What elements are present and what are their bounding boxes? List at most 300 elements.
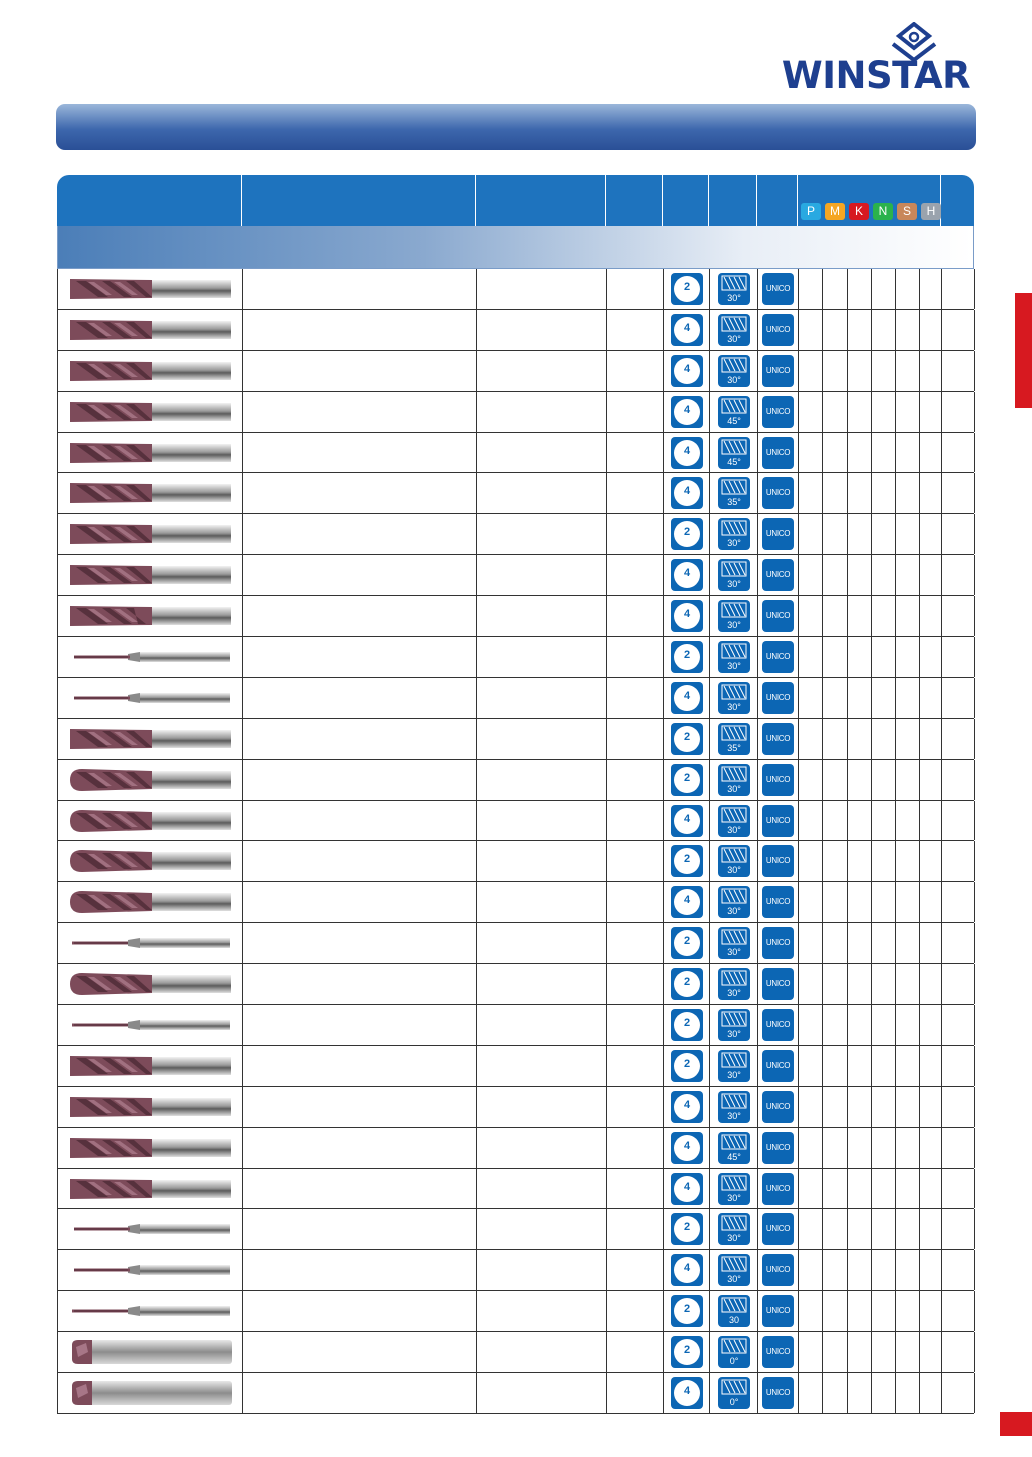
coating-icon <box>762 641 794 673</box>
cell-name <box>243 596 477 636</box>
cell-hx <box>710 1128 758 1168</box>
cell-s <box>896 678 920 718</box>
cell-s <box>896 841 920 881</box>
cell-code <box>477 596 607 636</box>
winstar-logo <box>775 22 977 96</box>
cell-d <box>607 1046 664 1086</box>
flute-count-icon <box>671 723 703 755</box>
cell-s <box>896 637 920 677</box>
coating-label: UNICO <box>765 324 791 334</box>
coating-icon <box>762 682 794 714</box>
cell-h <box>920 1291 942 1331</box>
coating-icon <box>762 764 794 796</box>
helix-angle-icon <box>718 723 750 755</box>
cell-code <box>477 637 607 677</box>
helix-angle-label: 30° <box>727 1274 741 1285</box>
helix-angle-label: 45° <box>727 415 741 426</box>
cell-p <box>799 923 823 963</box>
table-row <box>58 310 974 351</box>
cell-k <box>848 1169 872 1209</box>
cell-s <box>896 351 920 391</box>
coating-label: UNICO <box>765 1060 791 1070</box>
coating-icon <box>762 518 794 550</box>
cell-d <box>607 841 664 881</box>
cell-x <box>942 637 975 677</box>
cell-img <box>58 801 243 841</box>
cell-img <box>58 1046 243 1086</box>
helix-angle-icon <box>718 845 750 877</box>
coating-icon <box>762 437 794 469</box>
cell-k <box>848 760 872 800</box>
cell-ct <box>758 1128 799 1168</box>
table-row <box>58 1209 974 1250</box>
table-row <box>58 760 974 801</box>
cell-n <box>872 473 896 513</box>
table-row <box>58 555 974 596</box>
helix-angle-icon <box>718 518 750 550</box>
flute-count-icon <box>671 1091 703 1123</box>
cell-img <box>58 473 243 513</box>
cell-fl <box>664 433 710 473</box>
cell-d <box>607 760 664 800</box>
end-mill-image <box>68 1339 233 1365</box>
cell-n <box>872 1169 896 1209</box>
end-mill-image <box>68 358 233 384</box>
cell-ct <box>758 1291 799 1331</box>
cell-p <box>799 719 823 759</box>
flute-count-icon <box>671 600 703 632</box>
helix-angle-icon <box>718 764 750 796</box>
cell-m <box>823 269 848 309</box>
flute-count-icon <box>671 396 703 428</box>
cell-d <box>607 678 664 718</box>
cell-fl <box>664 514 710 554</box>
cell-code <box>477 351 607 391</box>
cell-img <box>58 1332 243 1372</box>
cell-ct <box>758 678 799 718</box>
cell-img <box>58 760 243 800</box>
table-row <box>58 923 974 964</box>
cell-m <box>823 1128 848 1168</box>
cell-code <box>477 514 607 554</box>
cell-n <box>872 1373 896 1413</box>
cell-fl <box>664 801 710 841</box>
cell-img <box>58 433 243 473</box>
cell-m <box>823 841 848 881</box>
end-mill-image <box>68 521 233 547</box>
flute-count-label: 2 <box>683 649 691 662</box>
cell-h <box>920 678 942 718</box>
cell-m <box>823 433 848 473</box>
cell-name <box>243 882 477 922</box>
end-mill-image <box>68 480 233 506</box>
cell-p <box>799 841 823 881</box>
cell-ct <box>758 351 799 391</box>
cell-p <box>799 1373 823 1413</box>
end-mill-image <box>68 971 233 997</box>
cell-fl <box>664 596 710 636</box>
helix-angle-icon <box>718 1050 750 1082</box>
flute-count-icon <box>671 845 703 877</box>
cell-s <box>896 882 920 922</box>
cell-k <box>848 473 872 513</box>
cell-h <box>920 1169 942 1209</box>
coating-icon <box>762 1050 794 1082</box>
cell-img <box>58 310 243 350</box>
end-mill-image <box>68 644 233 670</box>
cell-code <box>477 882 607 922</box>
cell-n <box>872 760 896 800</box>
cell-d <box>607 1373 664 1413</box>
cell-s <box>896 1209 920 1249</box>
cell-x <box>942 1332 975 1372</box>
cell-n <box>872 923 896 963</box>
cell-m <box>823 1373 848 1413</box>
helix-angle-label: 30° <box>727 661 741 672</box>
coating-label: UNICO <box>765 1020 791 1030</box>
cell-m <box>823 1169 848 1209</box>
cell-ct <box>758 1332 799 1372</box>
cell-s <box>896 1332 920 1372</box>
cell-m <box>823 1005 848 1045</box>
cell-s <box>896 1005 920 1045</box>
cell-k <box>848 1128 872 1168</box>
cell-m <box>823 1332 848 1372</box>
cell-n <box>872 555 896 595</box>
cell-img <box>58 1087 243 1127</box>
table-header <box>57 175 974 226</box>
cell-s <box>896 760 920 800</box>
cell-m <box>823 1291 848 1331</box>
cell-ct <box>758 719 799 759</box>
flute-count-icon <box>671 518 703 550</box>
table-row <box>58 801 974 842</box>
helix-angle-label: 30° <box>727 988 741 999</box>
flute-count-icon <box>671 927 703 959</box>
cell-name <box>243 801 477 841</box>
cell-name <box>243 269 477 309</box>
helix-angle-icon <box>718 1009 750 1041</box>
cell-p <box>799 964 823 1004</box>
flute-count-label: 2 <box>683 935 691 948</box>
cell-s <box>896 555 920 595</box>
flute-count-icon <box>671 314 703 346</box>
helix-angle-icon <box>718 1091 750 1123</box>
cell-img <box>58 514 243 554</box>
table-subheader <box>57 226 974 269</box>
header-col-coating <box>757 175 798 226</box>
flute-count-label: 2 <box>683 1303 691 1316</box>
cell-x <box>942 1291 975 1331</box>
cell-x <box>942 1373 975 1413</box>
cell-code <box>477 801 607 841</box>
cell-m <box>823 678 848 718</box>
coating-label: UNICO <box>765 1142 791 1152</box>
table-row <box>58 514 974 555</box>
cell-h <box>920 1005 942 1045</box>
cell-fl <box>664 719 710 759</box>
helix-angle-label: 35° <box>727 497 741 508</box>
cell-d <box>607 1209 664 1249</box>
cell-k <box>848 1332 872 1372</box>
helix-angle-icon <box>718 437 750 469</box>
cell-h <box>920 719 942 759</box>
coating-label: UNICO <box>765 1183 791 1193</box>
cell-k <box>848 555 872 595</box>
material-badge-s: S <box>897 203 917 220</box>
cell-img <box>58 1209 243 1249</box>
flute-count-label: 2 <box>683 853 691 866</box>
cell-h <box>920 882 942 922</box>
flute-count-label: 2 <box>683 281 691 293</box>
flute-count-label: 4 <box>683 485 691 498</box>
cell-code <box>477 1169 607 1209</box>
cell-ct <box>758 841 799 881</box>
flute-count-icon <box>671 886 703 918</box>
table-row <box>58 1250 974 1291</box>
cell-fl <box>664 310 710 350</box>
cell-name <box>243 392 477 432</box>
helix-angle-label: 30° <box>727 1233 741 1244</box>
cell-fl <box>664 1046 710 1086</box>
coating-icon <box>762 1254 794 1286</box>
cell-hx <box>710 637 758 677</box>
cell-code <box>477 269 607 309</box>
cell-h <box>920 473 942 513</box>
flute-count-label: 4 <box>683 1180 691 1193</box>
cell-code <box>477 1332 607 1372</box>
cell-fl <box>664 1373 710 1413</box>
material-badge-k: K <box>849 203 869 220</box>
cell-k <box>848 392 872 432</box>
cell-name <box>243 1250 477 1290</box>
header-col-name <box>242 175 476 226</box>
cell-p <box>799 1209 823 1249</box>
cell-code <box>477 841 607 881</box>
cell-ct <box>758 1046 799 1086</box>
flute-count-label: 4 <box>683 894 691 907</box>
cell-x <box>942 269 975 309</box>
cell-k <box>848 1250 872 1290</box>
cell-k <box>848 841 872 881</box>
cell-ct <box>758 473 799 513</box>
cell-name <box>243 923 477 963</box>
cell-p <box>799 882 823 922</box>
cell-hx <box>710 801 758 841</box>
cell-m <box>823 964 848 1004</box>
cell-x <box>942 923 975 963</box>
cell-name <box>243 1087 477 1127</box>
flute-count-label: 4 <box>683 444 691 457</box>
page-number-tab <box>1000 1412 1032 1436</box>
cell-m <box>823 1250 848 1290</box>
cell-x <box>942 964 975 1004</box>
cell-p <box>799 1250 823 1290</box>
cell-fl <box>664 1250 710 1290</box>
end-mill-image <box>68 1298 233 1324</box>
coating-label: UNICO <box>765 733 791 743</box>
cell-x <box>942 555 975 595</box>
cell-k <box>848 1209 872 1249</box>
cell-p <box>799 1005 823 1045</box>
helix-angle-icon <box>718 682 750 714</box>
cell-k <box>848 1291 872 1331</box>
cell-x <box>942 1169 975 1209</box>
end-mill-image <box>68 1257 233 1283</box>
helix-angle-label: 45° <box>727 456 741 467</box>
cell-name <box>243 433 477 473</box>
cell-x <box>942 841 975 881</box>
helix-angle-label: 30° <box>727 947 741 958</box>
cell-d <box>607 1169 664 1209</box>
cell-ct <box>758 310 799 350</box>
cell-fl <box>664 1128 710 1168</box>
table-row <box>58 637 974 678</box>
cell-fl <box>664 882 710 922</box>
cell-fl <box>664 473 710 513</box>
flute-count-label: 4 <box>683 567 691 580</box>
cell-p <box>799 269 823 309</box>
cell-n <box>872 269 896 309</box>
cell-s <box>896 269 920 309</box>
helix-angle-icon <box>718 1295 750 1327</box>
coating-icon <box>762 477 794 509</box>
cell-m <box>823 719 848 759</box>
end-mill-image <box>68 440 233 466</box>
helix-angle-label: 30° <box>727 824 741 835</box>
cell-name <box>243 841 477 881</box>
cell-k <box>848 351 872 391</box>
flute-count-label: 2 <box>683 771 691 784</box>
helix-angle-icon <box>718 1336 750 1368</box>
cell-code <box>477 1128 607 1168</box>
cell-d <box>607 1291 664 1331</box>
flute-count-label: 4 <box>683 1098 691 1111</box>
cell-m <box>823 1209 848 1249</box>
cell-d <box>607 1128 664 1168</box>
helix-angle-label: 30° <box>727 1110 741 1121</box>
cell-ct <box>758 637 799 677</box>
cell-x <box>942 1128 975 1168</box>
cell-m <box>823 351 848 391</box>
cell-name <box>243 1373 477 1413</box>
cell-s <box>896 923 920 963</box>
cell-img <box>58 637 243 677</box>
cell-k <box>848 882 872 922</box>
flute-count-icon <box>671 1009 703 1041</box>
cell-d <box>607 1087 664 1127</box>
cell-s <box>896 1046 920 1086</box>
end-mill-image <box>68 848 233 874</box>
cell-img <box>58 678 243 718</box>
flute-count-label: 2 <box>683 1221 691 1234</box>
coating-label: UNICO <box>765 1101 791 1111</box>
cell-m <box>823 882 848 922</box>
helix-angle-label: 35° <box>727 742 741 753</box>
helix-angle-label: 30° <box>727 293 741 303</box>
helix-angle-label: 30 <box>728 1315 739 1326</box>
cell-n <box>872 882 896 922</box>
table-row <box>58 719 974 760</box>
table-body <box>57 269 974 1414</box>
flute-count-label: 4 <box>683 321 691 334</box>
cell-d <box>607 923 664 963</box>
cell-p <box>799 473 823 513</box>
coating-icon <box>762 1377 794 1409</box>
cell-h <box>920 923 942 963</box>
flute-count-icon <box>671 1295 703 1327</box>
header-col-diameter <box>606 175 663 226</box>
coating-label: UNICO <box>765 938 791 948</box>
cell-n <box>872 433 896 473</box>
coating-label: UNICO <box>765 284 791 293</box>
cell-p <box>799 433 823 473</box>
cell-ct <box>758 392 799 432</box>
cell-d <box>607 473 664 513</box>
cell-d <box>607 1005 664 1045</box>
cell-x <box>942 1046 975 1086</box>
cell-hx <box>710 269 758 309</box>
coating-label: UNICO <box>765 488 791 498</box>
end-mill-image <box>68 1053 233 1079</box>
coating-label: UNICO <box>765 1306 791 1316</box>
cell-m <box>823 473 848 513</box>
cell-x <box>942 882 975 922</box>
cell-img <box>58 269 243 309</box>
end-mill-image <box>68 1176 233 1202</box>
flute-count-icon <box>671 477 703 509</box>
cell-p <box>799 1046 823 1086</box>
cell-m <box>823 555 848 595</box>
cell-k <box>848 637 872 677</box>
material-badge-n: N <box>873 203 893 220</box>
cell-fl <box>664 1291 710 1331</box>
cell-img <box>58 596 243 636</box>
cell-k <box>848 514 872 554</box>
cell-d <box>607 1332 664 1372</box>
cell-d <box>607 351 664 391</box>
flute-count-icon <box>671 764 703 796</box>
cell-x <box>942 1250 975 1290</box>
cell-s <box>896 392 920 432</box>
cell-n <box>872 1250 896 1290</box>
cell-name <box>243 1332 477 1372</box>
cell-h <box>920 1087 942 1127</box>
cell-d <box>607 269 664 309</box>
cell-hx <box>710 310 758 350</box>
flute-count-label: 4 <box>683 403 691 416</box>
flute-count-icon <box>671 682 703 714</box>
cell-code <box>477 923 607 963</box>
coating-label: UNICO <box>765 611 791 621</box>
cell-n <box>872 1291 896 1331</box>
cell-m <box>823 1087 848 1127</box>
cell-hx <box>710 964 758 1004</box>
helix-angle-label: 30° <box>727 906 741 917</box>
cell-s <box>896 1128 920 1168</box>
cell-p <box>799 801 823 841</box>
cell-code <box>477 310 607 350</box>
cell-s <box>896 1373 920 1413</box>
helix-angle-label: 30° <box>727 701 741 712</box>
helix-angle-icon <box>718 968 750 1000</box>
coating-label: UNICO <box>765 652 791 662</box>
helix-angle-icon <box>718 1213 750 1245</box>
cell-name <box>243 514 477 554</box>
flute-count-label: 2 <box>683 730 691 743</box>
cell-d <box>607 433 664 473</box>
cell-ct <box>758 801 799 841</box>
